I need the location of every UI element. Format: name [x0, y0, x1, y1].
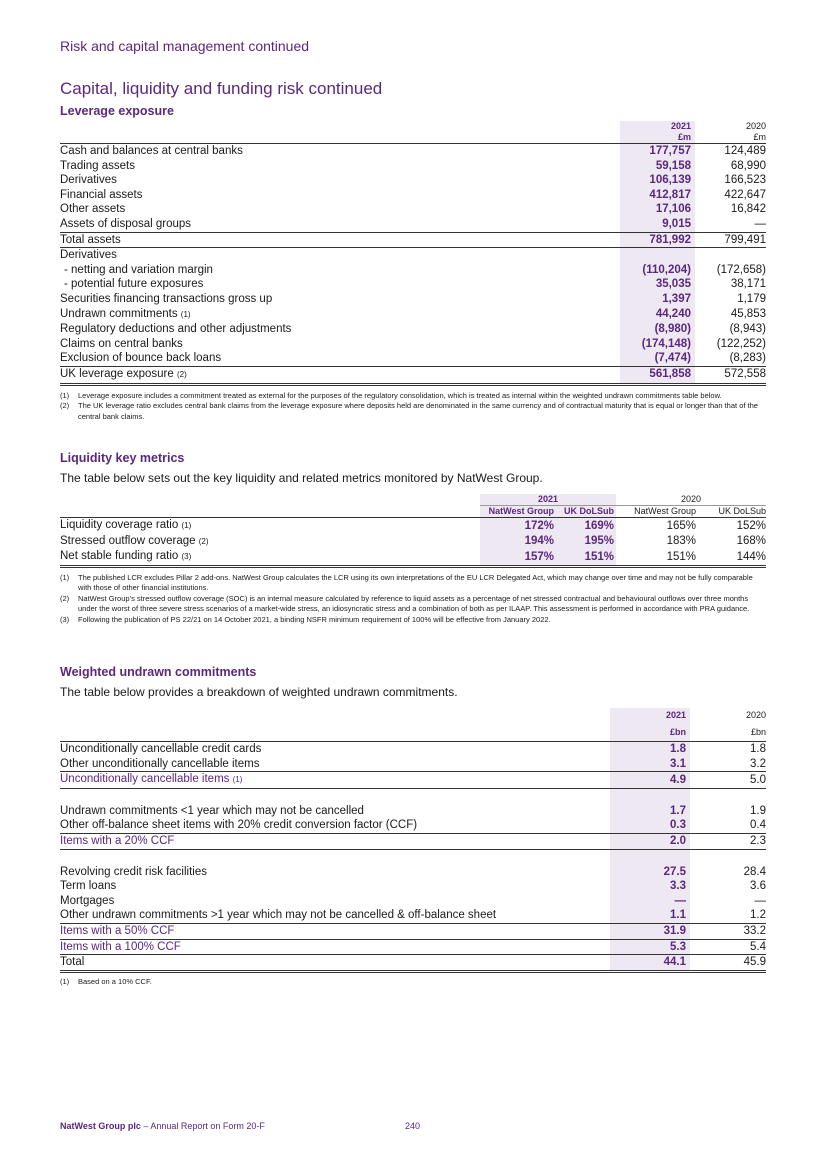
leverage-col-2020: 2020 — [745, 121, 766, 131]
value-2021: (7,474) — [620, 351, 695, 366]
spacer — [690, 788, 766, 804]
footnote-ref: (1) — [181, 521, 192, 530]
value-2020-uk-dolsub: 152% — [736, 519, 766, 532]
table-row — [60, 322, 766, 337]
value-2020: 38,171 — [730, 278, 766, 291]
table-row — [60, 173, 766, 188]
row-label-text: Items with a 20% CCF — [60, 834, 175, 847]
undrawn-col-2020: 2020 — [745, 710, 766, 720]
value-2020: (172,658) — [716, 263, 766, 276]
footnote-text: The UK leverage ratio excludes central bank claims from the leverage exposure where deposits held are denominated in the same currency and of contractual maturity that is equal or longer than that of the central bank claims. — [78, 401, 758, 421]
value-2020-uk-dolsub: 168% — [736, 535, 766, 548]
row-label — [60, 277, 620, 292]
page-number: 240 — [405, 1121, 421, 1131]
value-2021: 2.0 — [610, 833, 690, 849]
footnote — [60, 573, 768, 594]
value-2021: 1.8 — [610, 742, 690, 757]
value-2021-uk-dolsub: 195% — [556, 534, 616, 550]
value-2020: 33.2 — [690, 923, 766, 939]
spacer — [610, 849, 690, 865]
row-label — [60, 833, 610, 849]
footnote-number: (1) — [60, 391, 70, 400]
row-label — [60, 804, 610, 819]
value-2020: — — [754, 894, 766, 907]
value-2020: 1.9 — [750, 804, 766, 817]
value-2020-natwest-group: 165% — [666, 519, 696, 532]
value-2020: (8,943) — [729, 323, 766, 336]
footnote-ref: (2) — [198, 536, 209, 546]
value-2021: 3.3 — [610, 879, 690, 894]
table-row — [60, 277, 766, 292]
table-row — [60, 757, 766, 772]
spacer — [60, 849, 610, 865]
table-row — [60, 188, 766, 203]
liquidity-col-uk-2021: UK DoLSub — [556, 506, 616, 518]
table-row — [60, 518, 766, 534]
row-label-text: Mortgages — [60, 894, 115, 907]
table-row — [60, 865, 766, 880]
row-label-text: - netting and variation margin — [64, 263, 213, 276]
undrawn-intro: The table below provides a breakdown of weighted undrawn commitments. — [60, 685, 458, 699]
row-label-text: Securities financing transactions gross up — [60, 292, 273, 305]
table-row — [60, 772, 766, 789]
row-label — [60, 322, 620, 337]
table-row — [60, 894, 766, 909]
value-2020-natwest-group: 151% — [616, 549, 696, 566]
footnote-text: Based on a 10% CCF. — [78, 977, 152, 986]
table-row — [60, 263, 766, 278]
value-2021: 44,240 — [620, 307, 695, 323]
value-2021: 5.3 — [610, 939, 690, 955]
table-row — [60, 337, 766, 352]
value-2020 — [695, 248, 766, 263]
table-row — [60, 818, 766, 833]
row-label — [60, 879, 610, 894]
table-row — [60, 159, 766, 174]
value-2020: 422,647 — [724, 188, 766, 201]
table-row — [60, 804, 766, 819]
row-label — [60, 908, 610, 923]
table-row — [60, 248, 766, 263]
row-label-text: UK leverage exposure — [60, 367, 174, 380]
value-2021: 781,992 — [620, 232, 695, 248]
row-label-text: Derivatives — [60, 174, 117, 187]
undrawn-table — [60, 708, 766, 973]
value-2020: 28.4 — [743, 865, 766, 878]
table-row — [60, 307, 766, 323]
value-2021: 17,106 — [620, 202, 695, 217]
footnote-number: (1) — [60, 573, 70, 582]
row-label-text: Total — [60, 956, 85, 969]
row-label-text: Stressed outflow coverage — [60, 534, 196, 547]
row-label — [60, 865, 610, 880]
row-label — [60, 202, 620, 217]
value-2020: 0.4 — [690, 818, 766, 833]
table-row — [60, 351, 766, 366]
spacer — [690, 849, 766, 865]
row-label — [60, 894, 610, 909]
running-head: Risk and capital management continued — [60, 38, 310, 54]
row-label-text: Derivatives — [60, 249, 117, 262]
value-2021-uk-dolsub: 151% — [556, 549, 616, 566]
row-label — [60, 549, 480, 566]
row-label — [60, 263, 620, 278]
row-label — [60, 173, 620, 188]
footnote-ref: (1) — [180, 309, 191, 319]
row-label-text: Assets of disposal groups — [60, 217, 192, 230]
value-2021: 106,139 — [620, 173, 695, 188]
footnote — [60, 594, 768, 615]
value-2021: 0.3 — [610, 818, 690, 833]
table-row — [60, 534, 766, 550]
row-label-text: Term loans — [60, 880, 117, 893]
row-label-text: Unconditionally cancellable credit cards — [60, 743, 262, 755]
row-label — [60, 144, 620, 159]
footnote-text: The published LCR excludes Pillar 2 add-ons. NatWest Group calculates the LCR using its own interpretations of the EU LCR Delegated Act, which may change over time and may not be fully comparable with those of other financial institutions. — [78, 573, 753, 593]
value-2021-natwest-group: 172% — [480, 518, 556, 534]
liquidity-year-2021: 2021 — [480, 494, 616, 506]
leverage-table — [60, 121, 766, 386]
table-row — [60, 366, 766, 384]
footnote — [60, 401, 768, 422]
section-title: Capital, liquidity and funding risk continued — [60, 79, 383, 98]
value-2021: 412,817 — [620, 188, 695, 203]
value-2020: 572,558 — [695, 366, 766, 384]
table-row — [60, 833, 766, 849]
row-label — [60, 534, 480, 550]
footnote-number: (2) — [60, 401, 70, 411]
value-2020: 2.3 — [690, 833, 766, 849]
leverage-heading: Leverage exposure — [60, 104, 174, 118]
footnote — [60, 615, 768, 625]
row-label-text: Undrawn commitments — [60, 307, 178, 320]
value-2021-uk-dolsub: 169% — [556, 518, 616, 534]
spacer-row — [60, 788, 766, 804]
row-label-text: Items with a 50% CCF — [60, 924, 175, 937]
table-row — [60, 202, 766, 217]
leverage-col-2021: 2021 — [620, 121, 695, 132]
spacer — [610, 788, 690, 804]
table-row — [60, 144, 766, 159]
value-2021: (8,980) — [620, 322, 695, 337]
row-label-text: Other undrawn commitments >1 year which may not be cancelled & off-balance sheet — [60, 909, 497, 922]
value-2020: 16,842 — [730, 203, 766, 216]
row-label-text: Other assets — [60, 203, 126, 216]
row-label — [60, 939, 610, 955]
value-2021: 1.1 — [610, 908, 690, 923]
spacer — [60, 788, 610, 804]
row-label-text: Cash and balances at central banks — [60, 145, 243, 157]
leverage-unit-2021: £m — [620, 132, 695, 144]
row-label-text: Other unconditionally cancellable items — [60, 757, 260, 770]
footer — [60, 1121, 265, 1131]
value-2021: 4.9 — [610, 772, 690, 789]
spacer-row — [60, 849, 766, 865]
footnote-text: NatWest Group’s stressed outflow coverage (SOC) is an internal measure calculated by reference to liquid assets as a percentage of net stressed contractual and behavioural outflows over three months under the worst of three severe stress scenarios of a market-wide stress, an idiosyncratic stress and a combination of both as per ILAAP. This assessment is performed in accordance with PRA guidance. — [78, 593, 750, 614]
row-label — [60, 337, 620, 352]
row-label — [60, 159, 620, 174]
row-label — [60, 188, 620, 203]
row-label — [60, 217, 620, 232]
value-2021: 3.1 — [610, 757, 690, 772]
value-2020: 166,523 — [724, 174, 766, 187]
liquidity-col-nwg-2020: NatWest Group — [616, 506, 696, 518]
value-2020-uk-dolsub: 144% — [696, 549, 766, 566]
value-2020: 5.4 — [690, 939, 766, 955]
liquidity-year-2020: 2020 — [616, 494, 766, 506]
leverage-notes — [60, 391, 768, 422]
value-2021-natwest-group: 157% — [480, 549, 556, 566]
row-label-text: Revolving credit risk facilities — [60, 865, 207, 878]
row-label-text: Undrawn commitments <1 year which may not be cancelled — [60, 804, 364, 817]
value-2021: (174,148) — [620, 337, 695, 352]
row-label-text: Regulatory deductions and other adjustments — [60, 323, 292, 336]
value-2021: 59,158 — [620, 159, 695, 174]
value-2020: 1.8 — [750, 743, 766, 755]
table-row — [60, 292, 766, 307]
value-2020: 799,491 — [695, 232, 766, 248]
table-row — [60, 232, 766, 248]
row-label-text: Other off-balance sheet items with 20% credit conversion factor (CCF) — [60, 819, 418, 832]
undrawn-unit-2020: £bn — [690, 723, 766, 742]
liquidity-col-uk-2020: UK DoLSub — [696, 506, 766, 518]
row-label — [60, 818, 610, 833]
row-label — [60, 955, 610, 972]
footer-company: NatWest Group plc — [60, 1121, 141, 1131]
row-label — [60, 742, 610, 757]
value-2020: (8,283) — [695, 351, 766, 366]
liquidity-intro: The table below sets out the key liquidity and related metrics monitored by NatWest Group. — [60, 471, 543, 485]
row-label — [60, 248, 620, 263]
row-label-text: Liquidity coverage ratio — [60, 519, 179, 531]
footnote — [60, 391, 768, 401]
row-label — [60, 772, 610, 789]
row-label-text: Claims on central banks — [60, 337, 183, 350]
table-row — [60, 879, 766, 894]
footnote-number: (1) — [60, 977, 70, 986]
undrawn-notes — [60, 977, 768, 987]
row-label-text: Items with a 100% CCF — [60, 940, 181, 953]
footnote-ref: (3) — [181, 552, 192, 562]
table-row — [60, 955, 766, 972]
value-2020: 1,179 — [737, 292, 766, 305]
value-2021: 1,397 — [620, 292, 695, 307]
row-label-text: Financial assets — [60, 188, 143, 201]
row-label — [60, 923, 610, 939]
value-2021: (110,204) — [620, 263, 695, 278]
undrawn-col-2021: 2021 — [610, 708, 690, 723]
value-2021: — — [610, 894, 690, 909]
row-label-text: Total assets — [60, 233, 121, 246]
row-label — [60, 351, 620, 366]
value-2020: (122,252) — [716, 337, 766, 350]
row-label-text: Trading assets — [60, 159, 135, 172]
footnote-number: (2) — [60, 593, 70, 603]
value-2021: 177,757 — [620, 144, 695, 159]
footnote-ref: (2) — [177, 369, 187, 379]
row-label — [60, 307, 620, 323]
table-row — [60, 217, 766, 232]
value-2020: 5.0 — [690, 772, 766, 789]
row-label — [60, 232, 620, 248]
footnote — [60, 977, 768, 987]
value-2021: 1.7 — [610, 804, 690, 819]
footnote-text: Leverage exposure includes a commitment treated as external for the purposes of the regulatory consolidation, which is treated as internal within the weighted undrawn commitments table below. — [78, 391, 722, 400]
value-2021 — [620, 248, 695, 263]
value-2021: 44.1 — [610, 955, 690, 972]
table-row — [60, 742, 766, 757]
value-2021: 9,015 — [620, 217, 695, 232]
table-row — [60, 908, 766, 923]
row-label-text: Net stable funding ratio — [60, 550, 179, 563]
footnote-text: Following the publication of PS 22/21 on 14 October 2021, a binding NSFR minimum requirement of 100% will be effective from January 2022. — [78, 614, 551, 624]
undrawn-heading: Weighted undrawn commitments — [60, 665, 257, 679]
row-label-text: - potential future exposures — [64, 278, 204, 291]
row-label — [60, 518, 480, 534]
row-label — [60, 366, 620, 384]
liquidity-table — [60, 494, 766, 568]
value-2020: 68,990 — [730, 159, 766, 172]
row-label-text: Exclusion of bounce back loans — [60, 352, 222, 365]
liquidity-col-nwg-2021: NatWest Group — [480, 506, 556, 518]
table-row — [60, 939, 766, 955]
table-row — [60, 923, 766, 939]
value-2021: 27.5 — [610, 865, 690, 880]
liquidity-notes — [60, 573, 768, 625]
row-label — [60, 757, 610, 772]
value-2020: 45.9 — [690, 955, 766, 972]
value-2020: 45,853 — [730, 308, 766, 321]
row-label-text: Unconditionally cancellable items — [60, 773, 230, 786]
leverage-unit-2020: £m — [695, 132, 766, 144]
value-2021: 35,035 — [620, 277, 695, 292]
footer-document: – Annual Report on Form 20-F — [140, 1121, 265, 1131]
value-2020-natwest-group: 183% — [666, 535, 696, 548]
value-2021: 31.9 — [610, 923, 690, 939]
value-2020: 3.6 — [750, 880, 766, 893]
row-label — [60, 292, 620, 307]
liquidity-heading: Liquidity key metrics — [60, 451, 185, 465]
value-2020: 3.2 — [690, 757, 766, 772]
value-2020: — — [695, 217, 766, 232]
value-2020: 1.2 — [690, 908, 766, 923]
value-2020: 124,489 — [724, 145, 766, 157]
undrawn-unit-2021: £bn — [610, 723, 690, 742]
value-2021: 561,858 — [620, 366, 695, 384]
footnote-number: (3) — [60, 614, 70, 624]
value-2021-natwest-group: 194% — [480, 534, 556, 550]
table-row — [60, 549, 766, 566]
footnote-ref: (1) — [232, 775, 243, 785]
